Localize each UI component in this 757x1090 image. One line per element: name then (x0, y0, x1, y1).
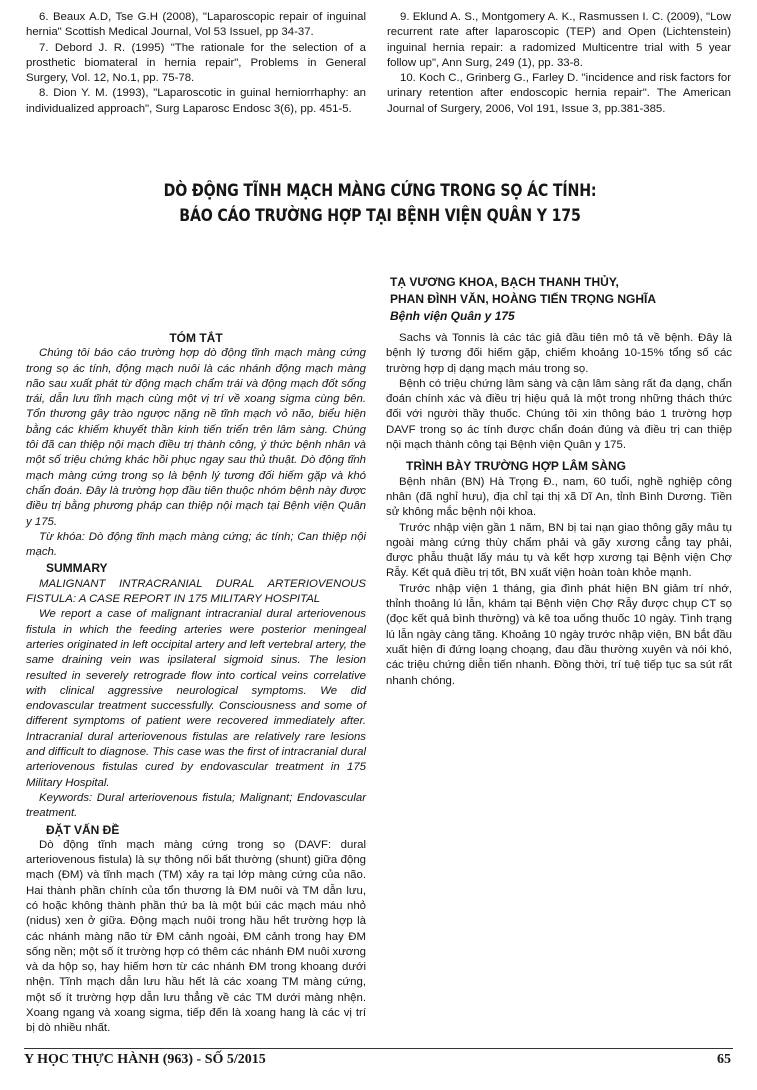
right-column (386, 331, 732, 689)
references-left (26, 10, 366, 117)
intro-paragraph-2: Sachs và Tonnis là các tác giả đầu tiên mô tả về bệnh. Đây là bệnh lý tương đối hiếm gặp, chiếm khoảng 10-15% tổng số các trường hợp dị dạng mạch máu trong sọ. (386, 332, 732, 375)
footer-journal: Y HỌC THỰC HÀNH (963) - SỐ 5/2015 (24, 1052, 266, 1067)
intro-paragraph-1: Dò động tĩnh mạch màng cứng trong sọ (DAVF: dural arteriovenous fistula) là sự thông nối bất thường (shunt) giữa động mạch (ĐM) và tĩnh mạch (TM) xảy ra tại lớp màng cứng của não. Hai thành phần chính của tổn thương là ĐM nuôi và TM dẫn lưu, có hoặc không thành phần thứ ba là một búi các mạch máu nhỏ (nidus) xen ở giữa. Động mạch nuôi trong hầu hết trường hợp là các nhánh màng não từ ĐM cảnh ngoài, ĐM cảnh trong hay ĐM sống nền; một số ít trường hợp có thêm các nhánh ĐM nuôi xương và da hộp sọ, hay hiếm hơn từ các nhánh ĐM trong khoang dưới nhện. Tĩnh mạch dẫn lưu hầu hết là các xoang TM màng cứng, một số ít trường hợp dẫn lưu thẳng về các TM dưới màng nhện. Xoang ngang và xoang sigma, tiếp đến là xoang hang là các vị trí bị dò nhiều nhất. (26, 838, 366, 1035)
abstract-heading: TÓM TẮT (169, 331, 223, 345)
summary-title: MALIGNANT INTRACRANIAL DURAL ARTERIOVENOUS FISTULA: A CASE REPORT IN 175 MILITARY HOSPITAL (26, 577, 366, 606)
reference-7: 7. Debord J. R. (1995) "The rationale for the selection of a prosthetic biomateral in hernia repair", Problems in General Surgery, Vol. 12, No.1, pp. 75-78. (26, 41, 366, 85)
reference-6: 6. Beaux A.D, Tse G.H (2008), "Laparoscopic repair of inguinal hernia" Scottish Medical Journal, Vol 53 Issuel, pp 34-37. (26, 11, 366, 39)
left-column (26, 330, 366, 1037)
case-paragraph-1: Bệnh nhân (BN) Hà Trọng Đ., nam, 60 tuổi, nghề nghiệp công nhân (đã nghỉ hưu), địa chỉ tại thị xã Dĩ An, tỉnh Bình Dương. Tiền sử không mắc bệnh nội khoa. (386, 475, 732, 519)
page-number: 65 (717, 1052, 731, 1067)
summary-keywords: Keywords: Dural arteriovenous fistula; Malignant; Endovascular treatment. (26, 791, 366, 820)
authors-line-1: TẠ VƯƠNG KHOA, BẠCH THANH THỦY, (390, 275, 619, 289)
case-heading: TRÌNH BÀY TRƯỜNG HỢP LÂM SÀNG (406, 459, 626, 474)
abstract-keywords: Từ khóa: Dò động tĩnh mạch màng cứng; ác tính; Can thiệp nội mạch. (26, 530, 366, 559)
authors-line-2: PHAN ĐÌNH VĂN, HOÀNG TIẾN TRỌNG NGHĨA (390, 292, 657, 306)
reference-9: 9. Eklund A. S., Montgomery A. K., Rasmussen I. C. (2009), "Low recurrent rate after laparoscopic (TEP) and Open (Lichtenstein) inguinal hernia repair: a radomized Multicentre trial with 5 year follow up", Ann Surg, 249 (1), pp. 33-8. (387, 11, 731, 69)
intro-paragraph-3: Bệnh có triệu chứng lâm sàng và cận lâm sàng rất đa dạng, chẩn đoán chính xác và điều trị hiệu quả là một trong những thách thức đối với người thầy thuốc. Chúng tôi xin thông báo 1 trường hợp DAVF trong sọ ác tính được chẩn đoán đúng và điều trị can thiệp nội mạch thành công tại Bệnh viện Quân y 175. (386, 377, 732, 452)
reference-10: 10. Koch C., Grinberg G., Farley D. "incidence and risk factors for urinary retention after endoscopic hernia repair". The American Journal of Surgery, 2006, Vol 191, Issue 3, pp.381-385. (387, 72, 731, 115)
footer-divider (24, 1048, 733, 1049)
abstract-text: Chúng tôi báo cáo trường hợp dò động tĩnh mạch màng cứng trong sọ ác tính, động mạch nuôi là các nhánh động mạch màng não sau xuất phát từ động mạch chẩm trái và động mạch đốt sống trái, dẫn lưu tĩnh mạch cùng một vị trí về xoang sigma cùng bên. Tổn thương gây trào ngược nặng nề tĩnh mạch vỏ não, biểu hiện bằng các khiếm khuyết thần kinh tiến triển trên lâm sàng. Chúng tôi đã can thiệp nội mạch điều trị thành công, ý thức bệnh nhân và một số triệu chứng khác hồi phục ngay sau thủ thuật. Dò động tĩnh mạch màng cứng trong sọ là bệnh lý tương đối hiếm gặp và khó chẩn đoán. Đây là trường hợp đầu tiên thuộc nhóm bệnh này được điều trị bằng phương pháp can thiệp nội mạch tại Bệnh viện Quân y 175. (26, 347, 366, 528)
reference-8: 8. Dion Y. M. (1993), "Laparoscotic in guinal herniorrhaphy: an individualized approach", Surg Laparosc Endosc 3(6), pp. 451-5. (26, 87, 366, 115)
authors-block (390, 274, 735, 325)
article-title-line-2: BÁO CÁO TRƯỜNG HỢP TẠI BỆNH VIỆN QUÂN Y 175 (179, 206, 581, 225)
article-title (88, 178, 673, 228)
intro-heading: ĐẶT VẤN ĐỀ (46, 822, 120, 837)
article-title-line-1: DÒ ĐỘNG TĨNH MẠCH MÀNG CỨNG TRONG SỌ ÁC TÍNH: (163, 181, 597, 200)
affiliation: Bệnh viện Quân y 175 (390, 309, 515, 323)
summary-heading: SUMMARY (46, 561, 108, 576)
references-right (387, 10, 731, 117)
summary-text: We report a case of malignant intracranial dural arteriovenous fistula in which the feeding arteries were posterior meningeal arteries originated in left occipital artery and left vertebral artery, the same draining vein was ipsilateral sigmoid sinus. The lesion resulted in severely retrograde flow into cortical veins correlative with clinical aggressive neurological symptoms. We did endovascular treatment successfully. Consciousness and some of different symptoms of patient were recovered immediately after. Intracranial dural arteriovenous fistulas are relatively rare lesions and difficult to diagnose. This case was the first of intracranial dural arteriovenous fistulas cured by endovascular treatment in 175 Military Hospital. (26, 608, 366, 789)
case-paragraph-2: Trước nhập viện gần 1 năm, BN bị tai nạn giao thông gãy mâu tụ ngoài màng cứng thùy chẩm phải và gãy xương cẳng tay phải, được phẫu thuật lấy máu tụ và kết hợp xương tại Bệnh viện Chợ Rẫy. Kết quả điều trị tốt, BN xuất viện hoàn toàn khỏe mạnh. (386, 521, 732, 580)
case-paragraph-3: Trước nhập viện 1 tháng, gia đình phát hiện BN giảm trí nhớ, thỉnh thoảng lú lẫn, khám tại Bệnh viện Chợ Rẫy được chụp CT sọ (đọc kết quả bình thường) và kê toa uống thuốc 10 ngày. Tình trạng lú lẫn ngày càng tăng. Khoảng 10 ngày trước nhập viện, BN bắt đầu xuất hiện đi đứng loạng choạng, đau đầu thường xuyên và nói khó, các triệu chứng diễn tiến nhanh. Đồng thời, trí tuệ tiếp tục sa sút rất nhanh chóng. (386, 582, 732, 687)
